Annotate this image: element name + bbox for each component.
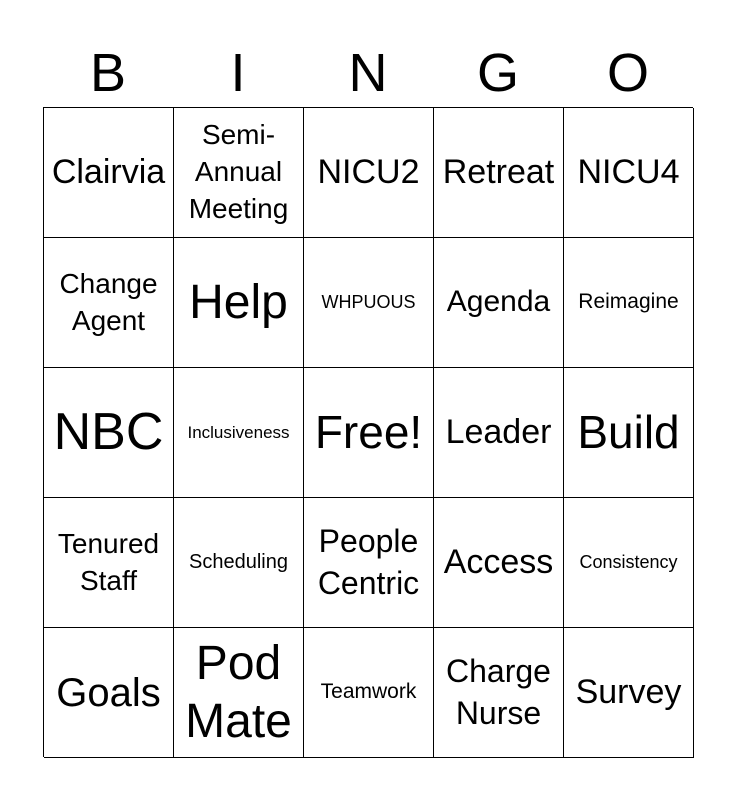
bingo-cell-r5-c3[interactable]: Teamwork — [304, 628, 434, 758]
bingo-cell-r3-c5[interactable]: Build — [564, 368, 694, 498]
bingo-cell-r1-c4[interactable]: Retreat — [434, 108, 564, 238]
bingo-cell-r4-c5[interactable]: Consistency — [564, 498, 694, 628]
header-letter-i: I — [230, 43, 246, 103]
bingo-cell-r3-c2[interactable]: Inclusiveness — [174, 368, 304, 498]
bingo-cell-r1-c2[interactable]: Semi-Annual Meeting — [174, 108, 304, 238]
bingo-cell-r1-c3[interactable]: NICU2 — [304, 108, 434, 238]
bingo-cell-r2-c4[interactable]: Agenda — [434, 238, 564, 368]
header-letter-b: B — [89, 43, 127, 103]
header-letter-g: G — [476, 43, 519, 103]
bingo-cell-r2-c5[interactable]: Reimagine — [564, 238, 694, 368]
bingo-cell-r1-c5[interactable]: NICU4 — [564, 108, 694, 238]
bingo-cell-r5-c2[interactable]: Pod Mate — [174, 628, 304, 758]
bingo-cell-r2-c1[interactable]: Change Agent — [44, 238, 174, 368]
header-letter-o: O — [606, 43, 649, 103]
bingo-cell-r1-c1[interactable]: Clairvia — [44, 108, 174, 238]
bingo-cell-r3-c4[interactable]: Leader — [434, 368, 564, 498]
bingo-cell-r4-c2[interactable]: Scheduling — [174, 498, 304, 628]
bingo-cell-r5-c4[interactable]: Charge Nurse — [434, 628, 564, 758]
bingo-cell-r3-c3[interactable]: Free! — [304, 368, 434, 498]
bingo-cell-r5-c1[interactable]: Goals — [44, 628, 174, 758]
bingo-cell-r4-c4[interactable]: Access — [434, 498, 564, 628]
bingo-cell-r2-c2[interactable]: Help — [174, 238, 304, 368]
bingo-cell-r5-c5[interactable]: Survey — [564, 628, 694, 758]
bingo-cell-r3-c1[interactable]: NBC — [44, 368, 174, 498]
bingo-cell-r4-c1[interactable]: Tenured Staff — [44, 498, 174, 628]
bingo-cell-r2-c3[interactable]: WHPUOUS — [304, 238, 434, 368]
bingo-header — [43, 40, 693, 106]
bingo-cell-r4-c3[interactable]: People Centric — [304, 498, 434, 628]
bingo-card-grid — [43, 107, 693, 757]
header-letter-n: N — [348, 43, 388, 103]
